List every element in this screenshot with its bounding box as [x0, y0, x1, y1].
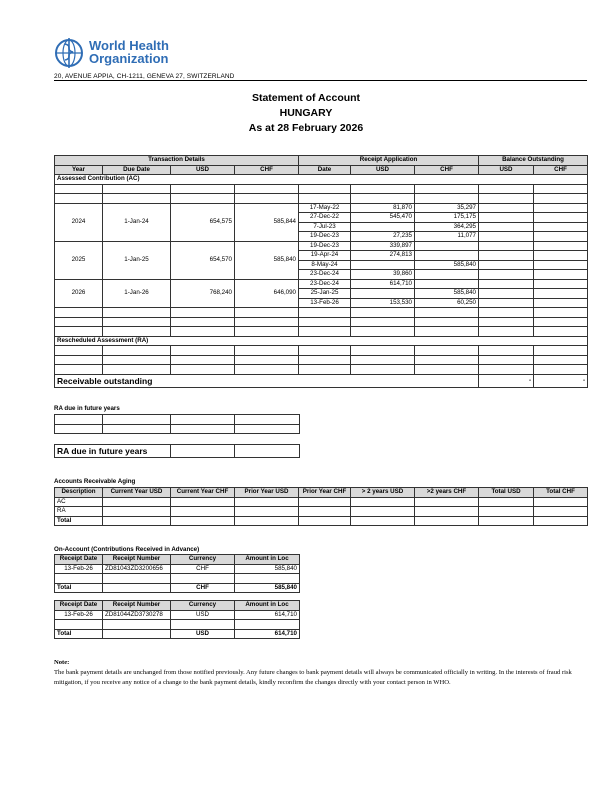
empty-cell: [171, 327, 235, 337]
balance-usd-cell: [479, 279, 534, 289]
aging-row: [55, 516, 588, 526]
total-amount: 614,710: [235, 629, 300, 639]
receipt-chf-cell: [415, 251, 479, 261]
org-name: World Health Organization: [89, 38, 169, 66]
aging-value-cell: [479, 507, 534, 517]
empty-cell: [299, 308, 351, 318]
spacer-row: [55, 346, 588, 356]
spacer-row: [55, 365, 588, 375]
amount-cell: 614,710: [235, 610, 300, 620]
empty-cell: [299, 346, 351, 356]
aging-value-cell: [235, 497, 299, 507]
empty-cell: [534, 365, 588, 375]
empty-cell: [103, 629, 171, 639]
column-header: Current Year USD: [103, 488, 171, 498]
assessed-chf-cell: 585,840: [235, 241, 299, 279]
balance-usd-cell: [479, 241, 534, 251]
empty-cell: [351, 327, 415, 337]
balance-usd-cell: [479, 203, 534, 213]
empty-cell: [235, 365, 299, 375]
empty-cell: [235, 355, 299, 365]
group-header-row: [55, 156, 588, 166]
receipt-usd-cell: [351, 260, 415, 270]
aging-value-cell: [299, 507, 351, 517]
as-at-date: As at 28 February 2026: [248, 122, 364, 134]
column-header: Prior Year CHF: [299, 488, 351, 498]
aging-row-label: AC: [55, 497, 103, 507]
receipt-chf-cell: 364,295: [415, 222, 479, 232]
empty-cell: [534, 308, 588, 318]
receipt-date-cell: 19-Apr-24: [299, 251, 351, 261]
column-header: >2 years CHF: [415, 488, 479, 498]
empty-cell: [351, 194, 415, 204]
on-account-total-row: [55, 629, 300, 639]
empty-cell: [103, 574, 171, 584]
balance-chf-cell: [534, 222, 588, 232]
empty-cell: [55, 308, 103, 318]
receipt-date-cell: 17-May-22: [299, 203, 351, 213]
assessed-usd-cell: 768,240: [171, 279, 235, 308]
empty-cell: [235, 346, 299, 356]
group-header: Balance Outstanding: [479, 156, 588, 166]
empty-cell: [103, 327, 171, 337]
assessed-usd-cell: 654,570: [171, 241, 235, 279]
empty-cell: [534, 327, 588, 337]
due-date-cell: 1-Jan-25: [103, 241, 171, 279]
total-currency: CHF: [171, 583, 235, 593]
empty-cell: [235, 620, 300, 630]
empty-cell: [534, 355, 588, 365]
empty-cell: [55, 327, 103, 337]
receipt-chf-cell: 585,840: [415, 260, 479, 270]
balance-chf-cell: [534, 298, 588, 308]
receipt-usd-cell: [351, 222, 415, 232]
section-row: [55, 336, 588, 346]
column-header: Prior Year USD: [235, 488, 299, 498]
column-header-row: [55, 165, 588, 175]
column-header: Description: [55, 488, 103, 498]
empty-cell: [415, 184, 479, 194]
balance-usd-cell: [479, 232, 534, 242]
empty-cell: [103, 184, 171, 194]
group-header: Transaction Details: [55, 156, 299, 166]
empty-cell: [534, 194, 588, 204]
balance-usd-cell: [479, 260, 534, 270]
empty-cell: [103, 317, 171, 327]
receipt-date-cell: 19-Dec-23: [299, 232, 351, 242]
receipt-row: [55, 203, 588, 213]
empty-cell: [415, 355, 479, 365]
spacer-row: [55, 355, 588, 365]
spacer-row: [55, 184, 588, 194]
assessed-usd-cell: 654,575: [171, 203, 235, 241]
column-header: CHF: [534, 165, 588, 175]
column-header: Receipt Number: [103, 555, 171, 565]
empty-cell: [55, 365, 103, 375]
empty-cell: [479, 346, 534, 356]
country-title: HUNGARY: [279, 107, 333, 119]
empty-cell: [103, 194, 171, 204]
ra-future-table: [54, 414, 300, 434]
receipt-chf-cell: 175,175: [415, 213, 479, 223]
empty-cell: [171, 620, 235, 630]
receipt-date-cell: 23-Dec-24: [299, 270, 351, 280]
receipt-chf-cell: 60,250: [415, 298, 479, 308]
column-header: Date: [299, 165, 351, 175]
receipt-number-cell: ZD81044ZD3730278: [103, 610, 171, 620]
balance-usd-cell: [479, 289, 534, 299]
empty-cell: [235, 574, 300, 584]
on-account-table-chf: [54, 554, 300, 593]
receipt-date-cell: 25-Jan-25: [299, 289, 351, 299]
column-header: Currency: [171, 555, 235, 565]
empty-cell: [351, 355, 415, 365]
balance-usd-cell: [479, 222, 534, 232]
receipt-usd-cell: [351, 289, 415, 299]
on-account-header-row: [55, 601, 300, 611]
receipt-date-cell: 13-Feb-26: [55, 610, 103, 620]
group-header: Receipt Application: [299, 156, 479, 166]
empty-cell: [299, 317, 351, 327]
empty-cell: [415, 308, 479, 318]
empty-cell: [415, 327, 479, 337]
amount-cell: 585,840: [235, 564, 300, 574]
empty-cell: [55, 184, 103, 194]
receipt-chf-cell: 35,297: [415, 203, 479, 213]
empty-cell: [171, 317, 235, 327]
empty-cell: [299, 355, 351, 365]
ra-future-label: RA due in future years: [54, 405, 120, 412]
aging-value-cell: [415, 516, 479, 526]
aging-value-cell: [299, 497, 351, 507]
empty-cell: [235, 194, 299, 204]
column-header: USD: [351, 165, 415, 175]
on-account-total-row: [55, 583, 300, 593]
column-header: Year: [55, 165, 103, 175]
currency-cell: USD: [171, 610, 235, 620]
aging-value-cell: [534, 497, 588, 507]
header-divider: [54, 80, 587, 81]
section-row: [55, 175, 588, 185]
column-header: Currency: [171, 601, 235, 611]
balance-usd-cell: [479, 270, 534, 280]
aging-row: [55, 497, 588, 507]
receivable-label: Receivable outstanding: [55, 374, 479, 387]
aging-value-cell: [103, 497, 171, 507]
empty-cell: [534, 317, 588, 327]
empty-cell: [55, 194, 103, 204]
assessed-chf-cell: 646,090: [235, 279, 299, 308]
balance-usd-cell: [479, 251, 534, 261]
empty-cell: [299, 194, 351, 204]
ra-future-total: [54, 444, 300, 458]
aging-value-cell: [534, 507, 588, 517]
receivable-chf: -: [534, 374, 588, 387]
year-cell: 2026: [55, 279, 103, 308]
total-amount: 585,840: [235, 583, 300, 593]
aging-value-cell: [351, 497, 415, 507]
note-label: Note:: [54, 659, 70, 666]
empty-cell: [534, 184, 588, 194]
aging-value-cell: [479, 516, 534, 526]
year-cell: 2025: [55, 241, 103, 279]
aging-value-cell: [351, 516, 415, 526]
who-emblem-icon: [52, 36, 86, 70]
balance-chf-cell: [534, 203, 588, 213]
receipt-usd-cell: 274,813: [351, 251, 415, 261]
empty-cell: [55, 355, 103, 365]
empty-cell: [415, 365, 479, 375]
receipt-usd-cell: 27,235: [351, 232, 415, 242]
balance-chf-cell: [534, 289, 588, 299]
total-label: Total: [55, 583, 103, 593]
on-account-row: [55, 610, 300, 620]
aging-heading: Accounts Receivable Aging: [54, 478, 136, 485]
on-account-row: [55, 564, 300, 574]
empty-cell: [171, 574, 235, 584]
receipt-usd-cell: 545,470: [351, 213, 415, 223]
aging-value-cell: [171, 497, 235, 507]
who-logo: [52, 36, 212, 72]
assessed-chf-cell: 585,844: [235, 203, 299, 241]
receipt-usd-cell: 39,860: [351, 270, 415, 280]
balance-chf-cell: [534, 213, 588, 223]
empty-cell: [103, 583, 171, 593]
empty-cell: [171, 346, 235, 356]
statement-table: [54, 155, 588, 388]
balance-chf-cell: [534, 232, 588, 242]
receipt-date-cell: 7-Jul-23: [299, 222, 351, 232]
empty-cell: [55, 346, 103, 356]
receipt-date-cell: 13-Feb-26: [299, 298, 351, 308]
aging-value-cell: [171, 507, 235, 517]
aging-value-cell: [235, 507, 299, 517]
balance-usd-cell: [479, 213, 534, 223]
total-label: Total: [55, 629, 103, 639]
empty-cell: [479, 365, 534, 375]
empty-cell: [415, 346, 479, 356]
balance-chf-cell: [534, 279, 588, 289]
empty-cell: [171, 355, 235, 365]
aging-value-cell: [534, 516, 588, 526]
aging-value-cell: [415, 507, 479, 517]
empty-cell: [55, 620, 103, 630]
aging-row-label: Total: [55, 516, 103, 526]
receipt-date-cell: 19-Dec-23: [299, 241, 351, 251]
empty-cell: [479, 184, 534, 194]
receipt-date-cell: 27-Dec-22: [299, 213, 351, 223]
receipt-usd-cell: 153,530: [351, 298, 415, 308]
column-header: Current Year CHF: [171, 488, 235, 498]
column-header: > 2 years USD: [351, 488, 415, 498]
column-header: Amount in Loc: [235, 601, 300, 611]
empty-cell: [171, 308, 235, 318]
column-header: Total CHF: [534, 488, 588, 498]
empty-cell: [351, 365, 415, 375]
balance-chf-cell: [534, 241, 588, 251]
balance-chf-cell: [534, 260, 588, 270]
on-account-heading: On-Account (Contributions Received in Advance): [54, 546, 200, 553]
empty-cell: [351, 317, 415, 327]
receipt-usd-cell: 614,710: [351, 279, 415, 289]
empty-cell: [479, 194, 534, 204]
org-address: 20, AVENUE APPIA, CH-1211, GENEVA 27, SWITZERLAND: [54, 73, 235, 80]
empty-cell: [103, 355, 171, 365]
empty-cell: [299, 184, 351, 194]
empty-cell: [171, 365, 235, 375]
column-header: Due Date: [103, 165, 171, 175]
aging-value-cell: [103, 516, 171, 526]
receipt-chf-cell: [415, 241, 479, 251]
receipt-row: [55, 279, 588, 289]
empty-cell: [415, 194, 479, 204]
balance-usd-cell: [479, 298, 534, 308]
empty-cell: [299, 327, 351, 337]
column-header: Total USD: [479, 488, 534, 498]
empty-cell: [299, 365, 351, 375]
aging-row-label: RA: [55, 507, 103, 517]
aging-value-cell: [479, 497, 534, 507]
column-header: Receipt Date: [55, 601, 103, 611]
on-account-header-row: [55, 555, 300, 565]
aging-header-row: [55, 488, 588, 498]
empty-cell: [534, 346, 588, 356]
empty-cell: [235, 308, 299, 318]
receivable-row: [55, 374, 588, 387]
receipt-chf-cell: 11,077: [415, 232, 479, 242]
receivable-usd: -: [479, 374, 534, 387]
receipt-chf-cell: [415, 270, 479, 280]
column-header: Amount in Loc: [235, 555, 300, 565]
note: [54, 658, 574, 688]
empty-cell: [103, 620, 171, 630]
column-header: Receipt Number: [103, 601, 171, 611]
aging-table: [54, 487, 588, 526]
empty-cell: [171, 184, 235, 194]
receipt-date-cell: 13-Feb-26: [55, 564, 103, 574]
spacer-row: [55, 194, 588, 204]
receipt-number-cell: ZD81043ZD3200656: [103, 564, 171, 574]
empty-cell: [55, 574, 103, 584]
section-label-ac: Assessed Contribution (AC): [55, 175, 588, 185]
empty-cell: [415, 317, 479, 327]
statement-title: Statement of Account: [251, 92, 361, 104]
empty-cell: [351, 308, 415, 318]
column-header: USD: [479, 165, 534, 175]
due-date-cell: 1-Jan-24: [103, 203, 171, 241]
on-account-table-usd: [54, 600, 300, 639]
empty-cell: [479, 355, 534, 365]
empty-cell: [235, 317, 299, 327]
receipt-date-cell: 23-Dec-24: [299, 279, 351, 289]
column-header: Receipt Date: [55, 555, 103, 565]
aging-value-cell: [415, 497, 479, 507]
section-label-ra: Rescheduled Assessment (RA): [55, 336, 588, 346]
balance-chf-cell: [534, 251, 588, 261]
empty-cell: [103, 346, 171, 356]
receipt-usd-cell: 339,897: [351, 241, 415, 251]
spacer-row: [55, 327, 588, 337]
receipt-date-cell: 8-May-24: [299, 260, 351, 270]
aging-value-cell: [235, 516, 299, 526]
aging-value-cell: [103, 507, 171, 517]
balance-chf-cell: [534, 270, 588, 280]
spacer-row: [55, 574, 300, 584]
empty-cell: [479, 317, 534, 327]
receipt-usd-cell: 81,870: [351, 203, 415, 213]
empty-cell: [55, 317, 103, 327]
empty-cell: [171, 194, 235, 204]
aging-value-cell: [171, 516, 235, 526]
due-date-cell: 1-Jan-26: [103, 279, 171, 308]
aging-row: [55, 507, 588, 517]
spacer-row: [55, 317, 588, 327]
ra-future-total-label: RA due in future years: [55, 445, 171, 458]
total-currency: USD: [171, 629, 235, 639]
spacer-row: [55, 308, 588, 318]
receipt-chf-cell: 585,840: [415, 289, 479, 299]
receipt-chf-cell: [415, 279, 479, 289]
currency-cell: CHF: [171, 564, 235, 574]
note-text: The bank payment details are unchanged from those notified previously. Any future changes to bank payment details will always be communicated officially in writing. In the interests of fraud risk mitigation, if you receive any notice of a change to the bank payment details, kindly reconfirm the changes directly with your contact person in WHO.: [54, 669, 572, 686]
spacer-row: [55, 620, 300, 630]
aging-value-cell: [351, 507, 415, 517]
column-header: CHF: [415, 165, 479, 175]
year-cell: 2024: [55, 203, 103, 241]
empty-cell: [351, 184, 415, 194]
empty-cell: [351, 346, 415, 356]
empty-cell: [235, 327, 299, 337]
empty-cell: [103, 308, 171, 318]
column-header: CHF: [235, 165, 299, 175]
aging-value-cell: [299, 516, 351, 526]
column-header: USD: [171, 165, 235, 175]
empty-cell: [235, 184, 299, 194]
empty-cell: [103, 365, 171, 375]
empty-cell: [479, 327, 534, 337]
empty-cell: [479, 308, 534, 318]
receipt-row: [55, 241, 588, 251]
